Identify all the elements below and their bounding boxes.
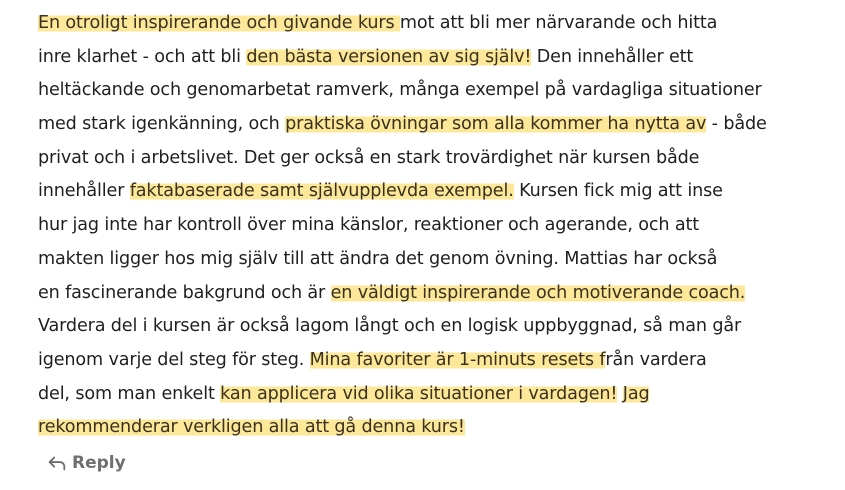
review-text-segment: makten ligger hos mig själv till att ändra det genom övning. Mattias har också (38, 248, 718, 269)
review-text (38, 7, 838, 445)
review-line (38, 108, 838, 142)
review-text-segment: en fascinerande bakgrund och är (38, 282, 331, 303)
review-text-segment: Den innehåller ett (531, 46, 694, 67)
review-text-segment: Kursen fick mig att inse (513, 181, 723, 202)
highlighted-phrase: Mina favoriter är 1-minuts resets f (309, 349, 606, 370)
review-text-segment: privat och i arbetslivet. Det ger också en stark trovärdighet när kursen både (38, 147, 700, 168)
highlighted-phrase: kan applicera vid olika situationer i vardagen! (220, 383, 618, 404)
reply-button[interactable] (46, 452, 126, 474)
review-line (38, 277, 838, 311)
highlighted-phrase: en väldigt inspirerande och motiverande coach. (330, 282, 746, 303)
review-text-segment: inre klarhet - och att bli (38, 46, 247, 67)
review-line (38, 74, 838, 108)
review-text-segment: igenom varje del steg för steg. (38, 349, 310, 370)
review-text-segment: Vardera del i kursen är också lagom långt och en logisk uppbyggnad, så man går (38, 316, 742, 337)
review-line (38, 142, 838, 176)
review-line (38, 175, 838, 209)
review-text-segment: med stark igenkänning, och (38, 114, 286, 135)
highlighted-phrase: Jag (622, 383, 650, 404)
review-text-segment: - både (706, 114, 767, 135)
review-line (38, 41, 838, 75)
review-text-segment: innehåller (38, 181, 130, 202)
review-text-segment (617, 384, 622, 404)
highlighted-phrase: den bästa versionen av sig själv! (246, 46, 532, 67)
review-line (38, 243, 838, 277)
highlighted-phrase: rekommenderar verkligen alla att gå denna kurs! (38, 417, 465, 438)
review-line (38, 209, 838, 243)
highlighted-phrase: En otroligt inspirerande och givande kurs (38, 13, 400, 33)
reply-label: Reply (72, 453, 126, 473)
review-text-segment: mot att bli mer närvarande och hitta (399, 13, 718, 33)
review-line (38, 344, 838, 378)
review-text-segment: rån vardera (605, 349, 707, 370)
review-text-segment: del, som man enkelt (38, 383, 221, 404)
review-line (38, 378, 838, 412)
review-text-segment: heltäckande och genomarbetat ramverk, många exempel på vardagliga situationer (38, 80, 762, 101)
review-line (38, 7, 838, 41)
reply-arrow-icon (46, 452, 68, 474)
highlighted-phrase: faktabaserade samt självupplevda exempel. (129, 181, 514, 202)
review-line (38, 411, 838, 445)
review-text-segment: hur jag inte har kontroll över mina känslor, reaktioner och agerande, och att (38, 215, 699, 236)
review-line (38, 310, 838, 344)
highlighted-phrase: praktiska övningar som alla kommer ha nytta av (285, 114, 707, 135)
